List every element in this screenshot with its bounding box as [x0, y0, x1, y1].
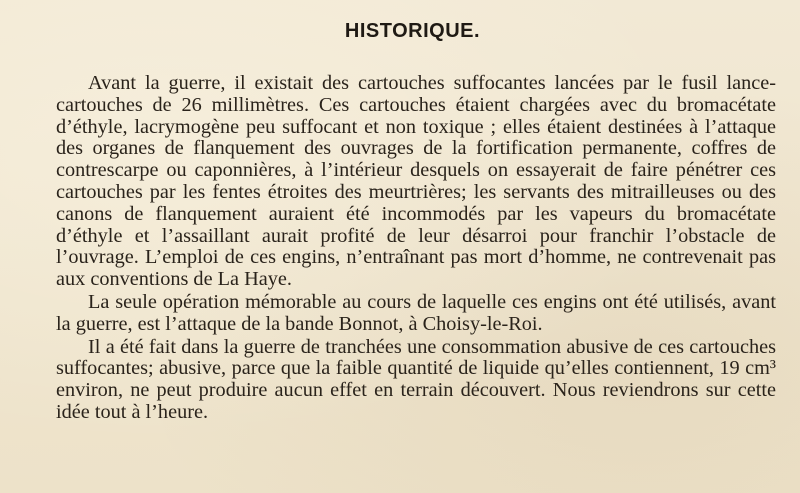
body-text [56, 73, 776, 424]
paragraph-1: Avant la guerre, il existait des cartouches suffocantes lancées par le fusil lance-cartouches de 26 millimètres. Ces cartouches étaient chargées avec du bromacétate d’éthyle, lacrymogène peu suffocant et non toxique ; elles étaient destinées à l’attaque des organes de flanquement des ouvrages de la fortification permanente, coffres de contrescarpe ou caponnières, à l’intérieur desquels on essayerait de faire pénétrer ces cartouches par les fentes étroites des meurtrières; les servants des mitrailleuses ou des canons de flanquement auraient été incommodés par les vapeurs du bromacétate d’éthyle et l’assaillant aurait profité de leur désarroi pour franchir l’obstacle de l’ouvrage. L’emploi de ces engins, n’entraînant pas mort d’homme, ne contrevenait pas aux conventions de La Haye. [56, 72, 776, 291]
page-title: HISTORIQUE. [344, 20, 481, 42]
paragraph-3: Il a été fait dans la guerre de tranchées une consommation abusive de ces cartouches suffocantes; abusive, parce que la faible quantité de liquide qu’elles contiennent, 19 cm³ environ, ne peut produire aucun effet en terrain découvert. Nous reviendrons sur cette idée tout à l’heure. [56, 335, 776, 423]
paragraph-2: La seule opération mémorable au cours de laquelle ces engins ont été utilisés, avant la guerre, est l’attaque de la bande Bonnot, à Choisy-le-Roi. [56, 290, 776, 335]
